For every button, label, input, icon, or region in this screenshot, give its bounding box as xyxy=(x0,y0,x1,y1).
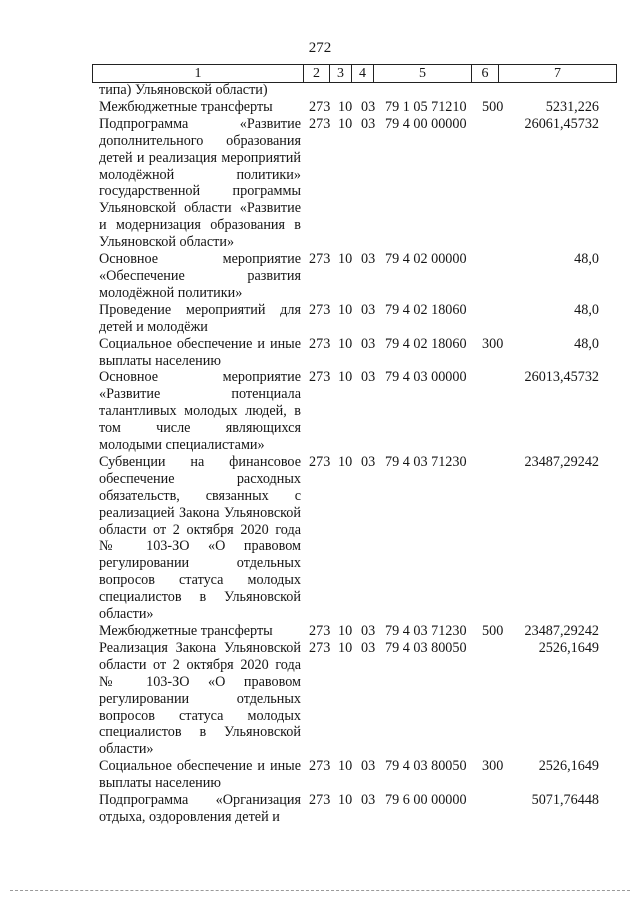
row-amount: 5231,226 xyxy=(545,98,599,115)
row-ved: 273 xyxy=(309,758,331,775)
row-name: Подпрограмма «Развитие дополнительного образования детей и реализация мероприятий молодёжной политики» государственной программы Ульяновской области «Развитие и модернизация образования в Ульяновской области» xyxy=(99,115,301,251)
table-row xyxy=(0,336,640,370)
row-amount: 48,0 xyxy=(574,301,599,318)
row-subsection: 03 xyxy=(361,98,376,115)
table-row xyxy=(0,99,640,116)
row-target-code: 79 4 02 00000 xyxy=(385,251,467,268)
row-subsection: 03 xyxy=(361,758,376,775)
row-subsection: 03 xyxy=(361,335,376,352)
row-name: Реализация Закона Ульяновской области от 2 октября 2020 года № 103-ЗО «О правовом регулировании отдельных вопросов статуса молодых специалистов в Ульяновской области» xyxy=(99,639,301,758)
row-expense-type: 500 xyxy=(482,623,504,639)
table-row xyxy=(0,623,640,640)
row-target-code: 79 4 02 18060 xyxy=(385,335,467,352)
row-target-code: 79 6 00 00000 xyxy=(385,792,467,809)
row-ved: 273 xyxy=(309,251,331,268)
table-row xyxy=(0,792,640,826)
table-row xyxy=(0,758,640,792)
row-ved: 273 xyxy=(309,115,331,132)
row-section: 10 xyxy=(338,639,353,656)
row-subsection: 03 xyxy=(361,453,376,470)
row-amount: 26013,45732 xyxy=(524,369,599,386)
row-section: 10 xyxy=(338,335,353,352)
column-header-3: 3 xyxy=(330,65,352,83)
row-amount: 48,0 xyxy=(574,251,599,268)
row-section: 10 xyxy=(338,251,353,268)
row-name: Основное мероприятие «Обеспечение развития молодёжной политики» xyxy=(99,251,301,301)
row-name: Межбюджетные трансферты xyxy=(99,98,273,115)
row-amount: 23487,29242 xyxy=(524,623,599,639)
row-amount: 2526,1649 xyxy=(538,758,599,775)
row-name: Межбюджетные трансферты xyxy=(99,623,273,639)
row-target-code: 79 4 03 71230 xyxy=(385,453,467,470)
column-header-table xyxy=(92,64,617,83)
row-section: 10 xyxy=(338,453,353,470)
page-number: 272 xyxy=(308,40,332,56)
row-target-code: 79 4 02 18060 xyxy=(385,301,467,318)
row-target-code: 79 4 03 71230 xyxy=(385,623,467,639)
row-name: Проведение мероприятий для детей и молодёжи xyxy=(99,301,301,335)
row-target-code: 79 4 03 00000 xyxy=(385,369,467,386)
row-section: 10 xyxy=(338,369,353,386)
budget-rows xyxy=(0,82,640,826)
row-subsection: 03 xyxy=(361,792,376,809)
table-row xyxy=(0,82,640,99)
column-header-4: 4 xyxy=(352,65,374,83)
table-row xyxy=(0,640,640,758)
row-ved: 273 xyxy=(309,98,331,115)
row-target-code: 79 4 03 80050 xyxy=(385,639,467,656)
row-target-code: 79 4 00 00000 xyxy=(385,115,467,132)
column-header-7: 7 xyxy=(499,65,617,83)
row-name: Социальное обеспечение и иные выплаты населению xyxy=(99,758,301,792)
row-subsection: 03 xyxy=(361,623,376,639)
row-ved: 273 xyxy=(309,623,331,639)
column-header-row xyxy=(93,65,617,83)
row-subsection: 03 xyxy=(361,115,376,132)
row-ved: 273 xyxy=(309,453,331,470)
row-amount: 2526,1649 xyxy=(538,639,599,656)
column-header-5: 5 xyxy=(374,65,472,83)
row-section: 10 xyxy=(338,758,353,775)
row-ved: 273 xyxy=(309,335,331,352)
table-row xyxy=(0,454,640,623)
row-expense-type: 500 xyxy=(482,98,504,115)
row-expense-type: 300 xyxy=(482,335,504,352)
row-name: типа) Ульяновской области) xyxy=(99,82,268,98)
row-section: 10 xyxy=(338,115,353,132)
row-section: 10 xyxy=(338,792,353,809)
table-row xyxy=(0,116,640,251)
row-subsection: 03 xyxy=(361,369,376,386)
row-name: Основное мероприятие «Развитие потенциала талантливых молодых людей, в том числе являющихся молодыми специалистами» xyxy=(99,369,301,454)
column-header-2: 2 xyxy=(304,65,330,83)
row-amount: 23487,29242 xyxy=(524,453,599,470)
row-ved: 273 xyxy=(309,301,331,318)
row-name: Подпрограмма «Организация отдыха, оздоровления детей и xyxy=(99,792,301,825)
row-expense-type: 300 xyxy=(482,758,504,775)
row-subsection: 03 xyxy=(361,639,376,656)
row-section: 10 xyxy=(338,98,353,115)
row-ved: 273 xyxy=(309,369,331,386)
column-header-6: 6 xyxy=(472,65,499,83)
table-row xyxy=(0,251,640,302)
row-amount: 26061,45732 xyxy=(524,115,599,132)
row-ved: 273 xyxy=(309,792,331,809)
page-bottom-divider xyxy=(10,890,630,891)
column-header-1: 1 xyxy=(93,65,304,83)
row-subsection: 03 xyxy=(361,301,376,318)
table-row xyxy=(0,302,640,336)
row-name: Субвенции на финансовое обеспечение расходных обязательств, связанных с реализацией Закона Ульяновской области от 2 октября 2020 года № 103-ЗО «О правовом регулировании отдельных вопросов статуса молодых специалистов в Ульяновской области» xyxy=(99,453,301,623)
row-target-code: 79 1 05 71210 xyxy=(385,98,467,115)
row-target-code: 79 4 03 80050 xyxy=(385,758,467,775)
row-section: 10 xyxy=(338,301,353,318)
row-amount: 48,0 xyxy=(574,335,599,352)
row-amount: 5071,76448 xyxy=(531,792,599,809)
row-section: 10 xyxy=(338,623,353,639)
table-row xyxy=(0,369,640,454)
row-name: Социальное обеспечение и иные выплаты населению xyxy=(99,335,301,369)
row-ved: 273 xyxy=(309,639,331,656)
row-subsection: 03 xyxy=(361,251,376,268)
